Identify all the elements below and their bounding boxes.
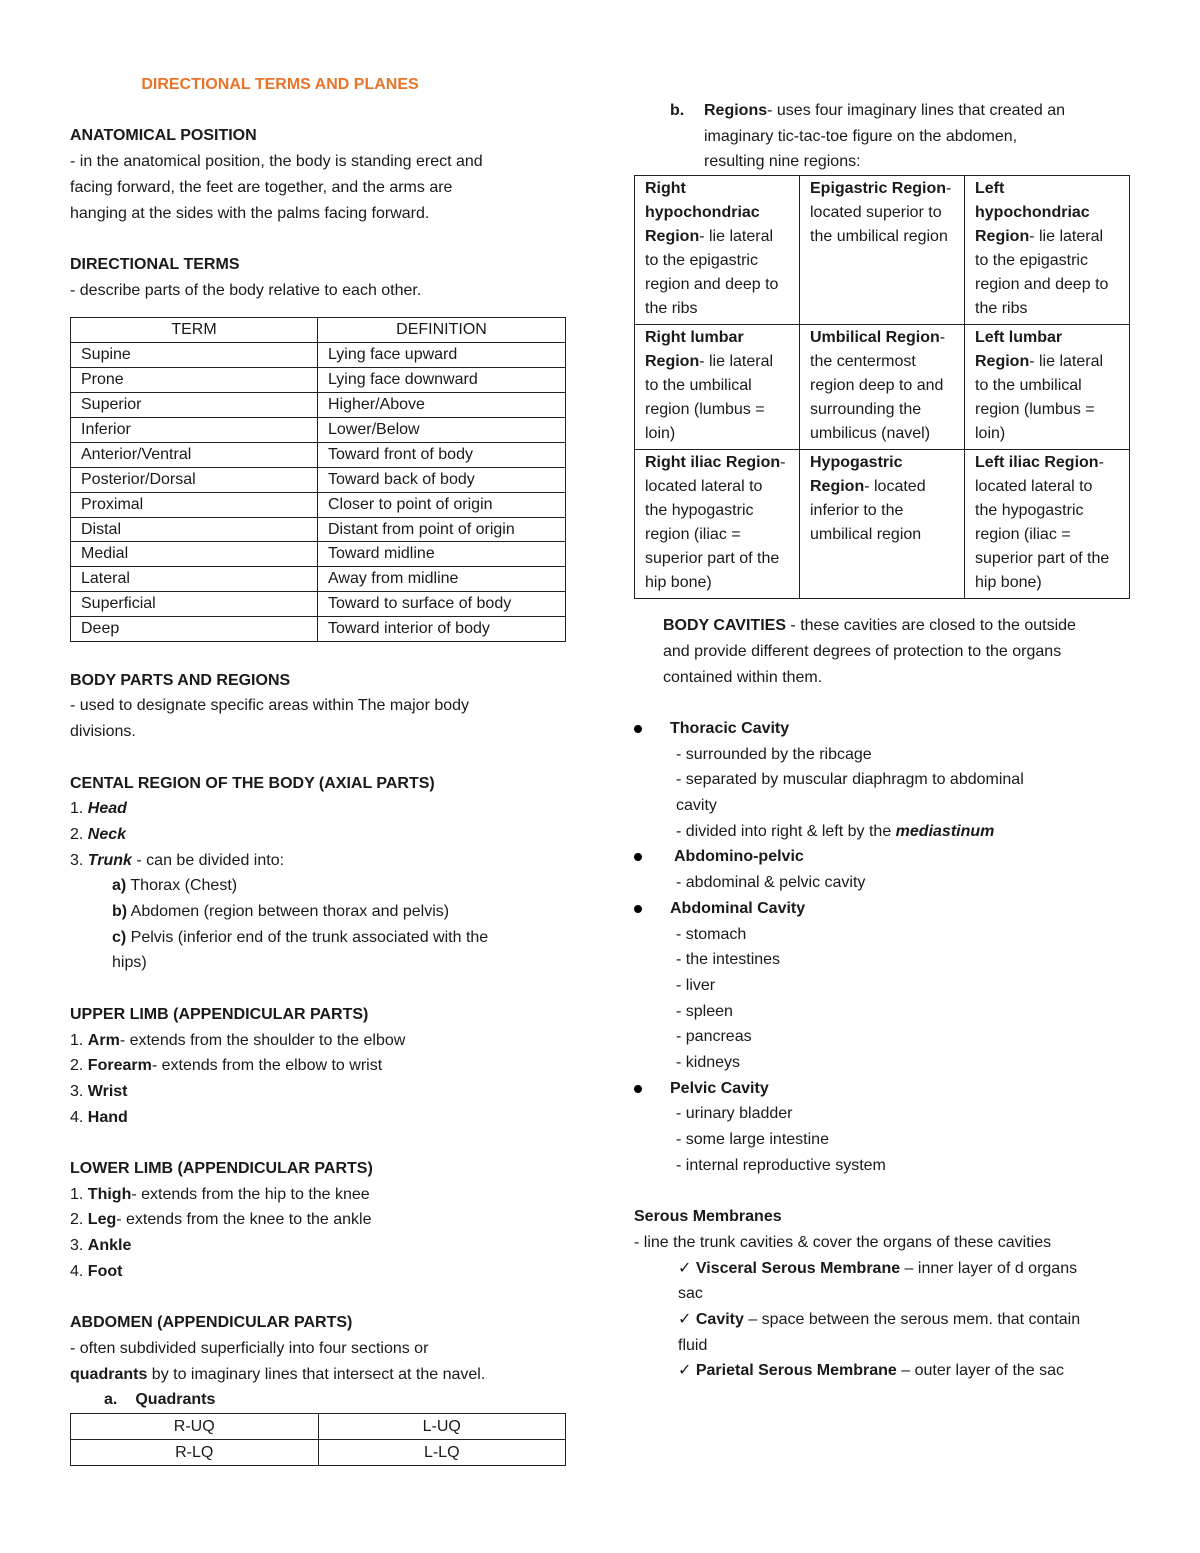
quadrant-cell: R-LQ [71, 1440, 319, 1466]
definition-cell: Lying face downward [318, 368, 566, 393]
table-row [71, 492, 566, 517]
trunk-sub-a: a) Thorax (Chest) [112, 877, 238, 895]
term-cell: Deep [71, 617, 318, 642]
serous-item-visceral: ✓ Visceral Serous Membrane – inner layer of d organs [678, 1259, 1078, 1277]
definition-cell: Lower/Below [318, 417, 566, 442]
document-title: DIRECTIONAL TERMS AND PLANES [141, 76, 419, 93]
region-cell: Left iliac Region- located lateral to the hypogastric region (iliac = superior part of the hip bone) [965, 450, 1130, 599]
left-column [70, 72, 570, 1466]
cavity-detail: - internal reproductive system [676, 1156, 886, 1174]
definition-cell: Higher/Above [318, 393, 566, 418]
abdomen-heading: ABDOMEN (APPENDICULAR PARTS) [70, 1314, 353, 1332]
upper-item-arm: 1. Arm- extends from the shoulder to the elbow [70, 1031, 406, 1049]
upper-item-wrist: 3. Wrist [70, 1082, 128, 1100]
abdomen-line: - often subdivided superficially into four sections or [70, 1339, 429, 1357]
cavities-line: and provide different degrees of protection to the organs [663, 642, 1062, 660]
quadrants-table [70, 1413, 566, 1466]
term-cell: Lateral [71, 567, 318, 592]
term-cell: Medial [71, 542, 318, 567]
directional-heading: DIRECTIONAL TERMS [70, 255, 240, 273]
term-cell: Prone [71, 368, 318, 393]
definition-cell: Toward interior of body [318, 617, 566, 642]
term-cell: Inferior [71, 417, 318, 442]
regions-intro [634, 98, 1134, 175]
trunk-sub-c: c) Pelvis (inferior end of the trunk associated with the [112, 928, 489, 946]
bullet-icon [634, 1085, 642, 1093]
cavities-line: contained within them. [663, 668, 823, 686]
quadrant-cell: L-LQ [318, 1440, 566, 1466]
cavities-line: BODY CAVITIES - these cavities are closed to the outside [663, 617, 1076, 635]
table-row [71, 442, 566, 467]
table-row [635, 325, 1130, 450]
regions-line: imaginary tic-tac-toe figure on the abdomen, [704, 127, 1018, 145]
region-cell: Right lumbar Region- lie lateral to the umbilical region (lumbus = loin) [635, 325, 800, 450]
thoracic-cavity-label: Thoracic Cavity [670, 719, 790, 737]
body-parts-heading: BODY PARTS AND REGIONS [70, 671, 291, 689]
table-row [71, 517, 566, 542]
definition-cell: Distant from point of origin [318, 517, 566, 542]
lower-item-thigh: 1. Thigh- extends from the hip to the knee [70, 1185, 370, 1203]
upper-item-hand: 4. Hand [70, 1108, 128, 1126]
definition-cell: Toward back of body [318, 467, 566, 492]
cavity-detail: - urinary bladder [676, 1105, 793, 1123]
bullet-icon [634, 905, 642, 913]
abdomen-line: quadrants by to imaginary lines that intersect at the navel. [70, 1365, 486, 1383]
table-row [71, 1440, 566, 1466]
cavity-detail: - divided into right & left by the mediastinum [676, 822, 995, 840]
nine-regions-table [634, 175, 1130, 599]
col-term-header: TERM [71, 318, 318, 343]
quadrants-subheading: a. Quadrants [104, 1391, 216, 1409]
definition-cell: Away from midline [318, 567, 566, 592]
serous-item-parietal: ✓ Parietal Serous Membrane – outer layer of the sac [678, 1362, 1065, 1380]
cavity-detail: cavity [676, 797, 717, 815]
check-icon: ✓ [678, 1311, 692, 1329]
definition-cell: Lying face upward [318, 343, 566, 368]
term-cell: Supine [71, 343, 318, 368]
trunk-sub-b: b) Abdomen (region between thorax and pelvis) [112, 903, 450, 921]
upper-item-forearm: 2. Forearm- extends from the elbow to wrist [70, 1057, 383, 1075]
body-parts-line: divisions. [70, 723, 136, 741]
term-cell: Distal [71, 517, 318, 542]
table-row [635, 450, 1130, 599]
col-definition-header: DEFINITION [318, 318, 566, 343]
body-cavities-intro [634, 613, 1134, 690]
regions-label: b. [670, 102, 685, 119]
central-item-trunk: 3. Trunk - can be divided into: [70, 851, 285, 869]
list-item [634, 896, 1134, 922]
table-header-row [71, 318, 566, 343]
regions-line: resulting nine regions: [704, 153, 861, 171]
anatomical-line: - in the anatomical position, the body is standing erect and [70, 153, 483, 171]
table-row [71, 1414, 566, 1440]
directional-terms-table [70, 317, 566, 642]
quadrant-cell: L-UQ [318, 1414, 566, 1440]
definition-cell: Toward midline [318, 542, 566, 567]
cavity-detail: - surrounded by the ribcage [676, 745, 872, 763]
region-cell: Epigastric Region- located superior to the umbilical region [800, 176, 965, 325]
table-row [71, 393, 566, 418]
lower-item-foot: 4. Foot [70, 1262, 123, 1280]
table-row [71, 368, 566, 393]
serous-item-cont: fluid [678, 1336, 708, 1354]
table-row [635, 176, 1130, 325]
anatomical-heading: ANATOMICAL POSITION [70, 127, 257, 145]
table-row [71, 343, 566, 368]
cavity-detail: - pancreas [676, 1028, 752, 1046]
serous-item-cont: sac [678, 1285, 703, 1303]
anatomical-line: hanging at the sides with the palms facing forward. [70, 204, 430, 222]
right-column [634, 98, 1134, 1384]
table-row [71, 467, 566, 492]
central-heading: CENTAL REGION OF THE BODY (AXIAL PARTS) [70, 774, 435, 792]
check-icon: ✓ [678, 1259, 692, 1277]
definition-cell: Toward front of body [318, 442, 566, 467]
term-cell: Superficial [71, 592, 318, 617]
region-cell: Right iliac Region- located lateral to the hypogastric region (iliac = superior part of the hip bone) [635, 450, 800, 599]
serous-desc: - line the trunk cavities & cover the organs of these cavities [634, 1233, 1052, 1251]
anatomical-line: facing forward, the feet are together, and the arms are [70, 178, 453, 196]
table-row [71, 617, 566, 642]
cavity-detail: - stomach [676, 925, 747, 943]
cavity-detail: - spleen [676, 1002, 733, 1020]
table-row [71, 417, 566, 442]
region-cell: Hypogastric Region- located inferior to the umbilical region [800, 450, 965, 599]
lower-item-ankle: 3. Ankle [70, 1237, 132, 1255]
body-parts-line: - used to designate specific areas within The major body [70, 697, 470, 715]
trunk-sub-c-cont: hips) [112, 954, 147, 972]
pelvic-cavity-label: Pelvic Cavity [670, 1079, 769, 1097]
cavity-detail: - the intestines [676, 951, 781, 969]
table-row [71, 592, 566, 617]
region-cell: Umbilical Region- the centermost region deep to and surrounding the umbilicus (navel) [800, 325, 965, 450]
term-cell: Superior [71, 393, 318, 418]
region-cell: Left hypochondriac Region- lie lateral to the epigastric region and deep to the ribs [965, 176, 1130, 325]
region-cell: Left lumbar Region- lie lateral to the umbilical region (lumbus = loin) [965, 325, 1130, 450]
cavity-detail: - some large intestine [676, 1131, 829, 1149]
directional-desc: - describe parts of the body relative to each other. [70, 281, 422, 299]
term-cell: Anterior/Ventral [71, 442, 318, 467]
region-cell: Right hypochondriac Region- lie lateral to the epigastric region and deep to the ribs [635, 176, 800, 325]
serous-item-cavity: ✓ Cavity – space between the serous mem. that contain [678, 1311, 1081, 1329]
abdomino-pelvic-label: Abdomino-pelvic [674, 848, 804, 866]
cavity-detail: - liver [676, 976, 716, 994]
definition-cell: Toward to surface of body [318, 592, 566, 617]
cavity-detail: - abdominal & pelvic cavity [676, 874, 866, 892]
lower-limb-heading: LOWER LIMB (APPENDICULAR PARTS) [70, 1160, 373, 1178]
check-icon: ✓ [678, 1362, 692, 1380]
lower-item-leg: 2. Leg- extends from the knee to the ankle [70, 1211, 372, 1229]
term-cell: Proximal [71, 492, 318, 517]
bullet-icon [634, 853, 642, 861]
cavity-detail: - kidneys [676, 1054, 741, 1072]
regions-line: Regions- uses four imaginary lines that created an [704, 102, 1066, 119]
quadrant-cell: R-UQ [71, 1414, 319, 1440]
term-cell: Posterior/Dorsal [71, 467, 318, 492]
table-row [71, 542, 566, 567]
central-item-neck: 2. Neck [70, 825, 127, 843]
abdominal-cavity-label: Abdominal Cavity [670, 899, 806, 917]
central-item-head: 1. Head [70, 800, 127, 818]
list-item [634, 844, 1134, 870]
serous-heading: Serous Membranes [634, 1208, 782, 1226]
table-row [71, 567, 566, 592]
bullet-icon [634, 725, 642, 733]
upper-limb-heading: UPPER LIMB (APPENDICULAR PARTS) [70, 1005, 369, 1023]
list-item [634, 716, 1134, 742]
definition-cell: Closer to point of origin [318, 492, 566, 517]
cavity-detail: - separated by muscular diaphragm to abdominal [676, 771, 1024, 789]
list-item [634, 1076, 1134, 1102]
